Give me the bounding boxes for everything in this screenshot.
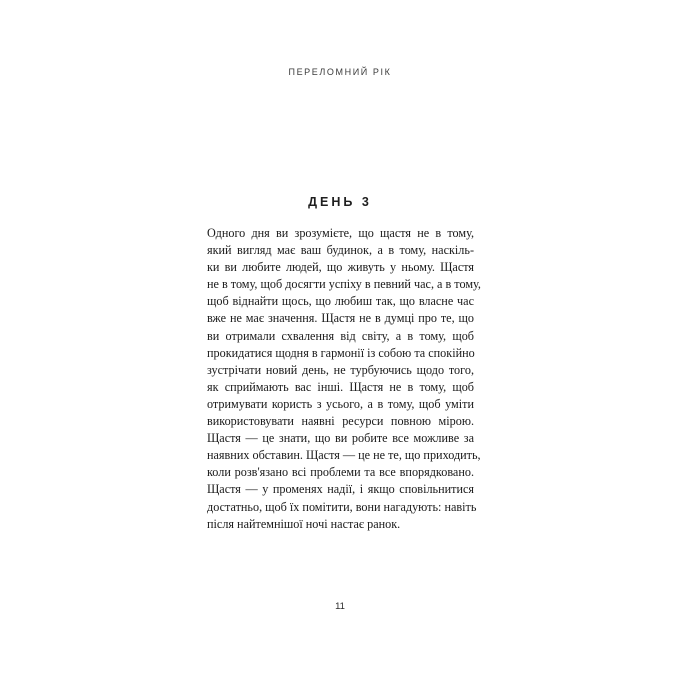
body-paragraph xyxy=(207,225,481,533)
chapter-title: ДЕНЬ 3 xyxy=(308,195,372,209)
text-line: достатньо, щоб їх помітити, вони нагадують: навіть xyxy=(207,499,477,514)
text-line: зустрічати новий день, не турбуючись щодо того, xyxy=(207,362,474,377)
text-line: Щастя — у променях надії, і якщо сповільнитися xyxy=(207,482,474,497)
text-line: використовувати наявні ресурси повною мірою. xyxy=(207,414,474,429)
text-line: ви отримали схвалення від світу, а в тому, щоб xyxy=(207,328,474,343)
text-line: прокидатися щодня в гармонії із собою та спокійно xyxy=(207,345,475,360)
text-line: Щастя — це знати, що ви робите все можливе за xyxy=(207,431,474,446)
text-line: як сприймають вас інші. Щастя не в тому, щоб xyxy=(207,379,474,394)
text-line: після найтемнішої ночі настає ранок. xyxy=(207,516,401,531)
text-line: який вигляд має ваш будинок, а в тому, наскіль- xyxy=(207,243,474,258)
text-line: коли розв'язано всі проблеми та все впорядковано. xyxy=(207,465,474,480)
running-header: ПЕРЕЛОМНИЙ РІК xyxy=(288,67,392,77)
page-number: 11 xyxy=(335,601,345,612)
text-line: ки ви любите людей, що живуть у ньому. Щастя xyxy=(207,260,474,275)
text-line: вже не має значення. Щастя не в думці про те, що xyxy=(207,311,474,326)
text-line: отримувати користь з усього, а в тому, щоб уміти xyxy=(207,396,474,411)
text-line: Одного дня ви зрозумієте, що щастя не в тому, xyxy=(207,226,474,240)
text-line: не в тому, щоб досягти успіху в певний час, а в тому, xyxy=(207,277,481,292)
text-line: щоб віднайти щось, що любиш так, що власне час xyxy=(207,294,474,309)
text-line: наявних обставин. Щастя — це не те, що приходить, xyxy=(207,448,481,463)
